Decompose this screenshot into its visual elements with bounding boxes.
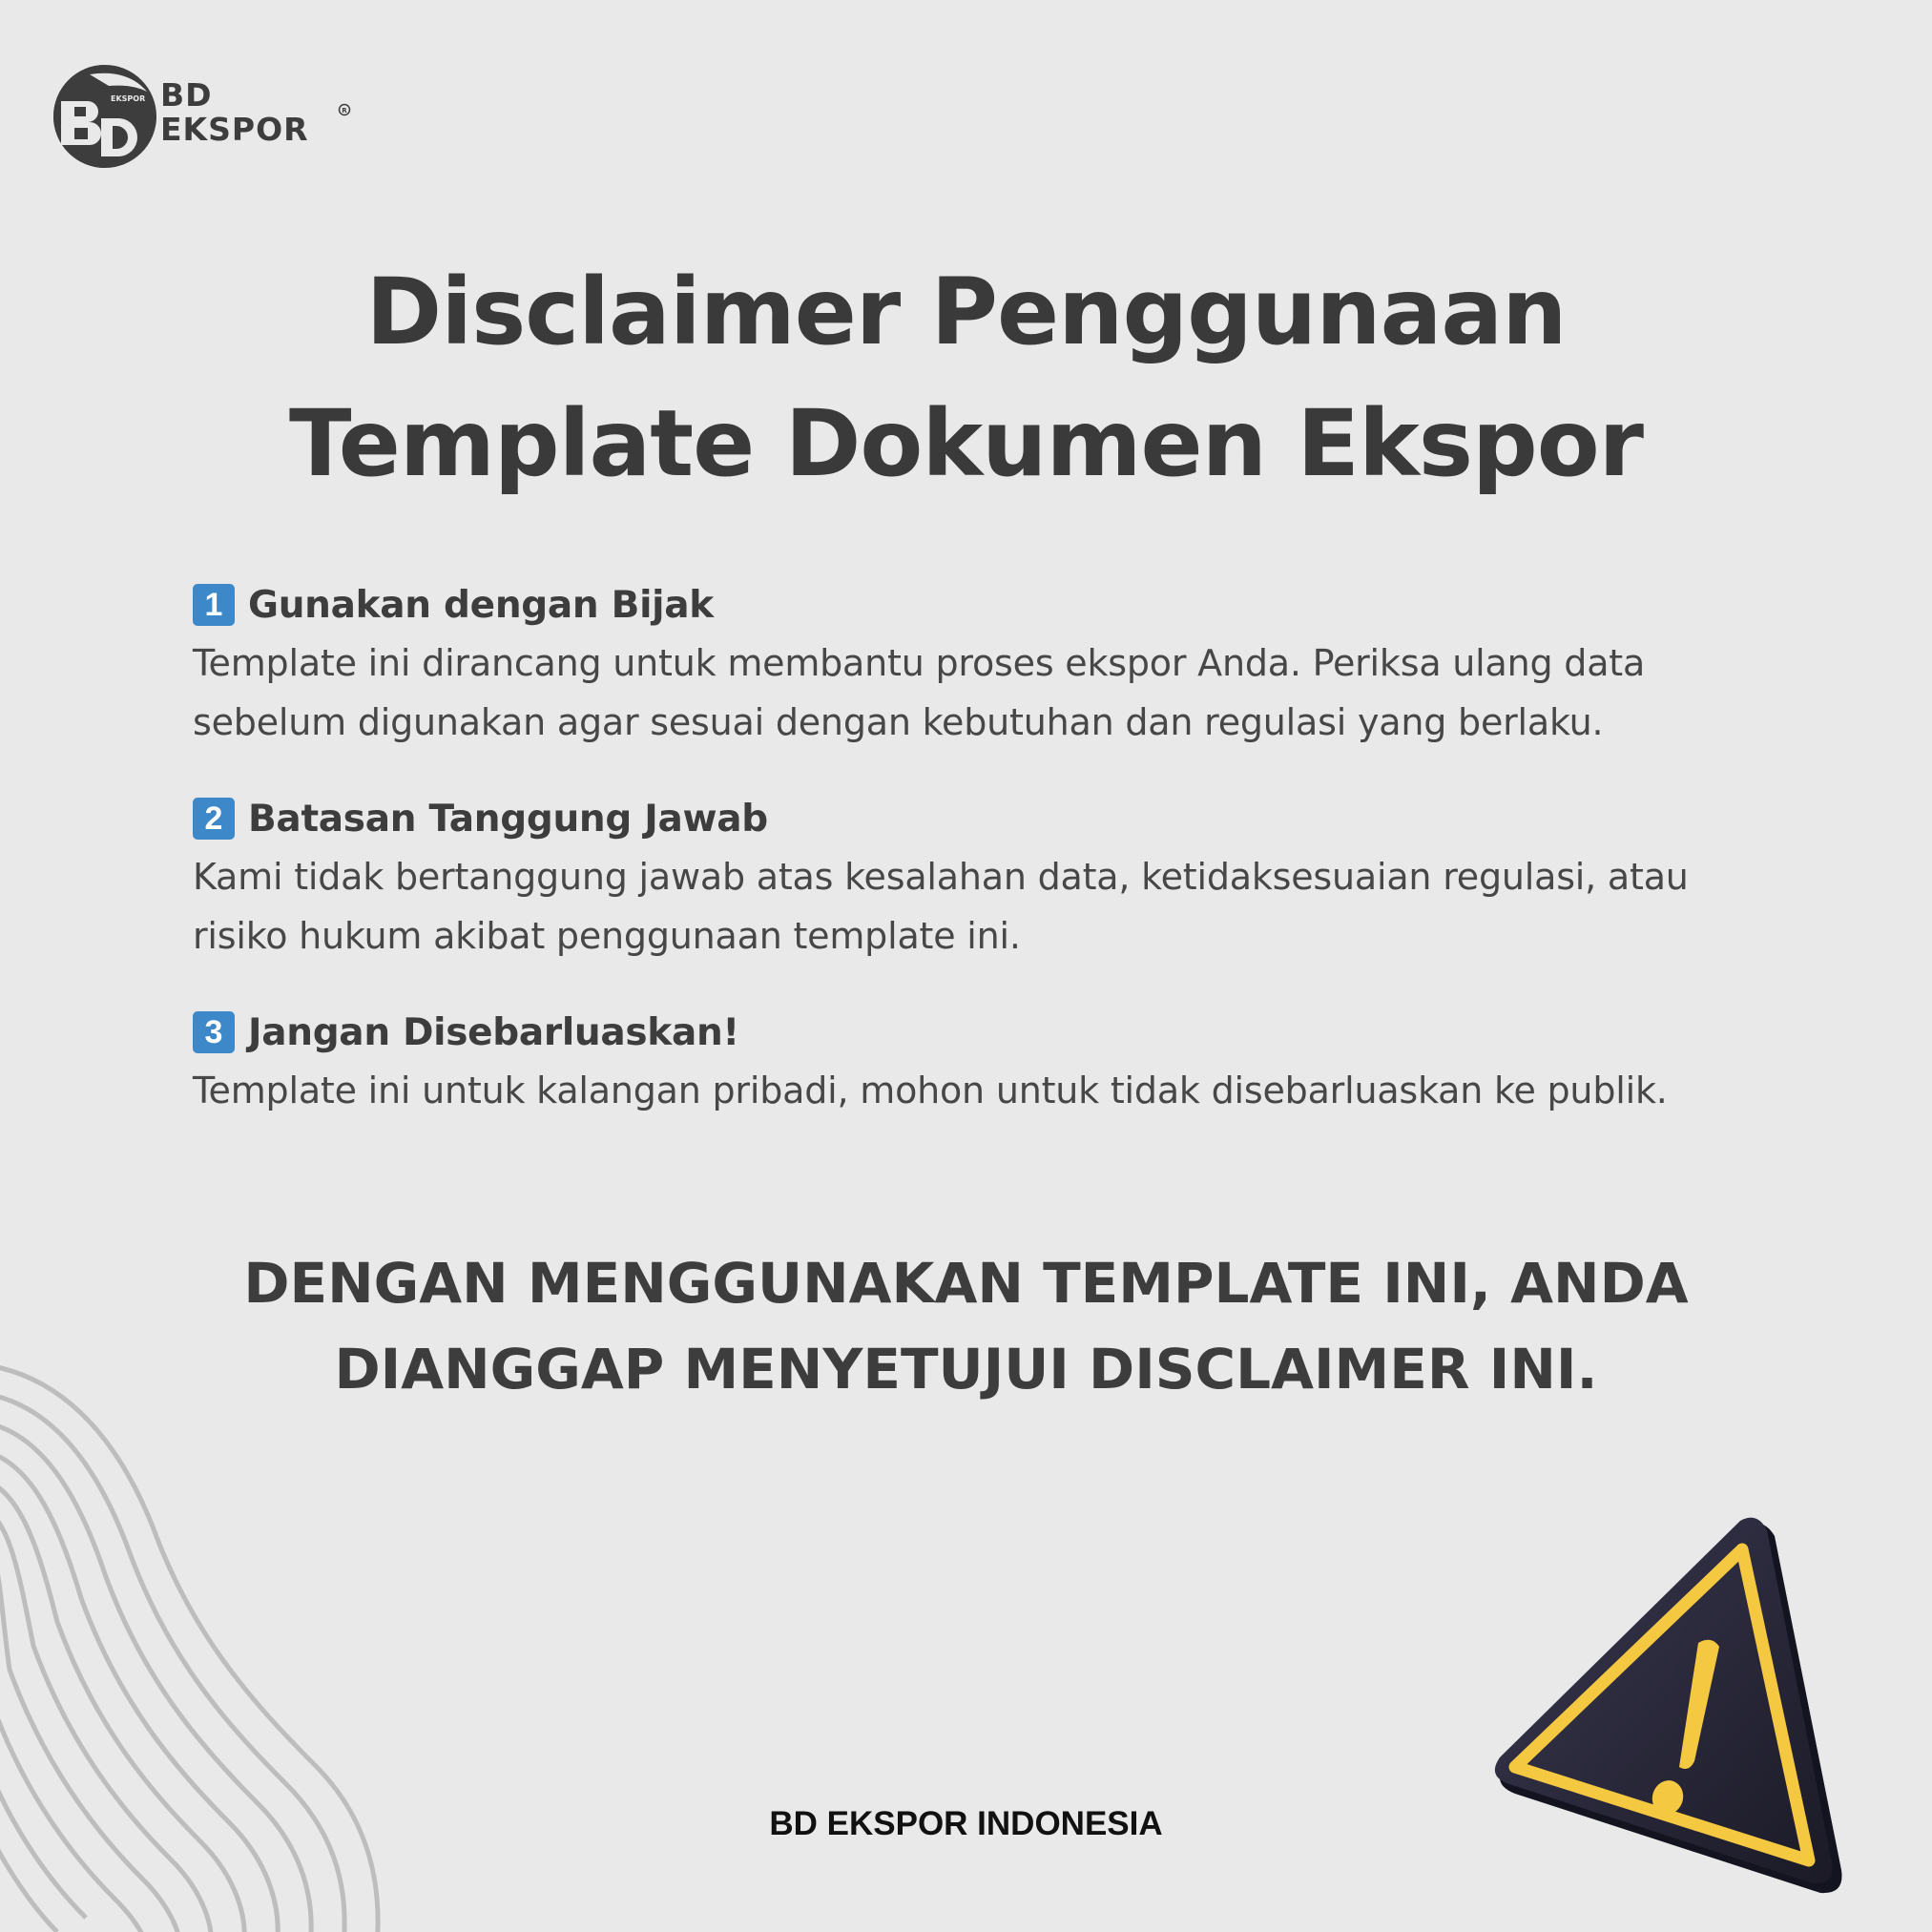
section-heading-row [193, 580, 1767, 630]
brand-wordmark-bottom: EKSPOR [160, 111, 309, 148]
section-body-line: risiko hukum akibat penggunaan template ini. [193, 915, 1021, 957]
svg-text:EKSPOR: EKSPOR [111, 94, 146, 103]
section-body-line: sebelum digunakan agar sesuai dengan kebutuhan dan regulasi yang berlaku. [193, 701, 1604, 743]
decorative-waves [0, 1355, 401, 1932]
registered-mark-icon [338, 103, 351, 116]
brand-wordmark [160, 78, 309, 147]
number-badge-2: 2 [193, 798, 235, 840]
disclaimer-sections [193, 580, 1767, 1162]
page-title-line1: Disclaimer Penggunaan [365, 259, 1567, 365]
section-heading-row [193, 1008, 1767, 1057]
agreement-line2: DIANGGAP MENYETUJUI DISCLAIMER INI. [334, 1337, 1598, 1402]
footer-brand-name: BD EKSPOR INDONESIA [769, 1805, 1163, 1842]
disclaimer-section-1 [193, 580, 1767, 752]
warning-sign-icon [1477, 1507, 1859, 1908]
agreement-line1: DENGAN MENGGUNAKAN TEMPLATE INI, ANDA [243, 1251, 1689, 1316]
section-heading: Gunakan dengan Bijak [248, 583, 714, 627]
disclaimer-section-3 [193, 1008, 1767, 1120]
number-badge-3: 3 [193, 1011, 235, 1053]
section-body [193, 1061, 1767, 1120]
page-title-line2: Template Dokumen Ekspor [288, 390, 1643, 497]
section-body [193, 634, 1767, 752]
number-badge-1: 1 [193, 584, 235, 626]
brand-wordmark-top: BD [160, 76, 213, 114]
brand-logo [52, 63, 347, 170]
svg-text:R: R [342, 107, 347, 114]
page-title [0, 246, 1932, 509]
bd-logo-mark-icon [52, 63, 158, 170]
section-body [193, 847, 1767, 966]
section-body-line: Kami tidak bertanggung jawab atas kesalahan data, ketidaksesuaian regulasi, atau [193, 856, 1689, 898]
section-body-line: Template ini untuk kalangan pribadi, mohon untuk tidak disebarluaskan ke publik. [193, 1070, 1668, 1111]
section-body-line: Template ini dirancang untuk membantu proses ekspor Anda. Periksa ulang data [193, 642, 1646, 684]
disclaimer-section-2 [193, 794, 1767, 966]
section-heading: Batasan Tanggung Jawab [248, 797, 768, 841]
section-heading: Jangan Disebarluaskan! [248, 1010, 739, 1054]
section-heading-row [193, 794, 1767, 843]
